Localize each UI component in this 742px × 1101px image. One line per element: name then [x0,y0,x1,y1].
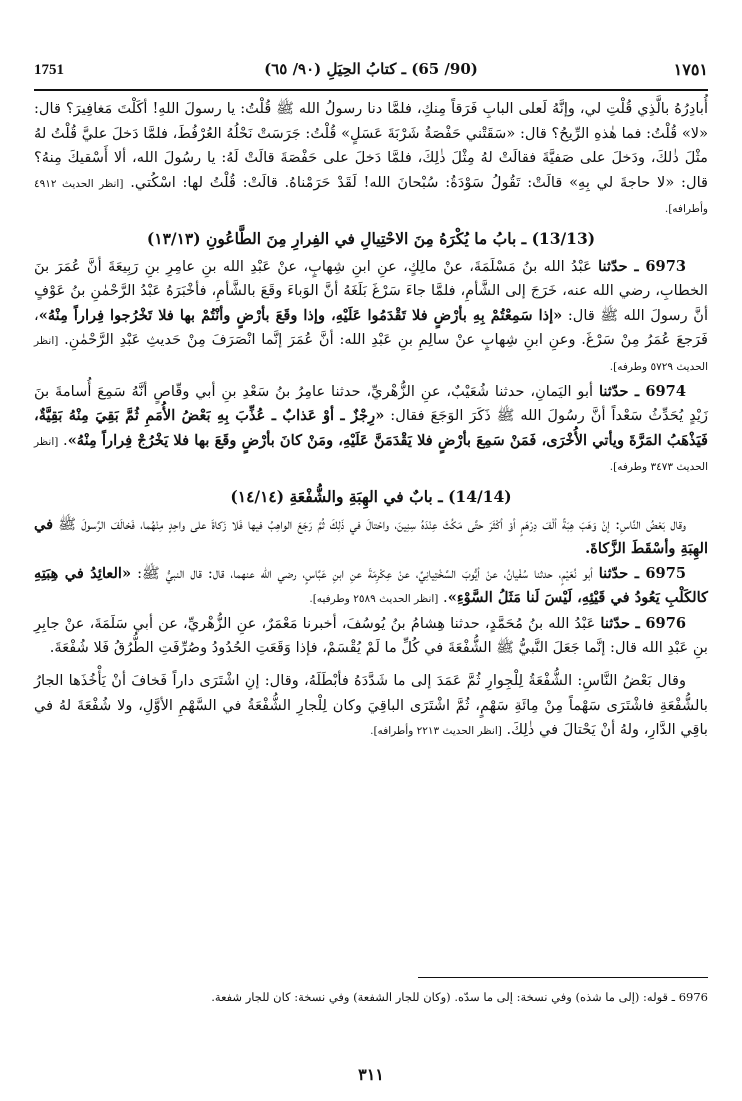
paragraph: وقال بَعْضُ النَّاسِ: الشُّفْعَةُ لِلْجِوارِ ثُمَّ عَمَدَ إلى ما شَدَّدَهُ فأبْطَلَهُ، وقال: إنِ اشْتَرَى داراً فَخافَ أنْ يَأْخُذَها الجارُ بالشُّفْعَةِ فاشْتَرَى سَهْماً مِنْ مِائَةِ سَهْمٍ، ثُمَّ اشْتَرَى الباقِيَ وكان لِلْجارِ الشُّفْعَةُ في السَّهْمِ الأوَّلِ، ولا شُفْعَةَ لهُ في باقِي الدَّارِ، ولهُ أنْ يَحْتالَ في ذٰلِكَ. [انظر الحديث ٢٢١٣ وأطرافه]. [34,672,708,739]
prophetic-quote: «العائِدُ في هِبَتِهِ كالكَلْبِ يَعُودُ في قَيْئِهِ، لَيْسَ لَنا مَثَلُ السَّوْءِ» [34,564,708,607]
header-divider [34,89,708,91]
page-header [34,58,708,90]
cross-reference: [انظر الحديث ٣٤٧٣ وطرفه]. [34,435,708,474]
hadith-number: 6974 ـ حدّثنا [598,382,686,400]
page-number-footer: ٣١١ [358,1065,384,1084]
paragraph: أُبادِرُهُ بالَّذِي قُلْتِ لي، وإنَّهُ لَعلى البابِ فَرَقاً مِنكِ، فلمَّا دنا رسولُ الله ﷺ قُلْتُ: يا رسولَ اللهِ! أكَلْتَ مَغافِيرَ؟ قال: «لا» قُلْتُ: فما هٰذهِ الرِّيحُ؟ قال: «سَقَتْني حَفْصَةُ شَرْبَةَ عَسَلٍ» قُلْتُ: جَرَسَتْ نَحْلُهُ العُرْفُطَ، فلمَّا دَخلَ عليَّ قُلْتُ لهُ مثْلَ ذٰلكَ، ودَخلَ على صَفيَّةَ فقالَتْ لهُ مِثْلَ ذٰلِكَ، فلمَّا دَخلَ على حَفْصَةَ قالَتْ لَهُ: يا رسُولَ الله، ألا أَسْقيكَ مِنهُ؟ قال: «لا حاجةَ لي بِهِ» قالَتْ: تَقُولُ سَوْدَةُ: سُبْحانَ الله! لَقَدْ حَرَمْناهُ. قالَتْ: قُلْتُ لها: اسْكُتي. [انظر الحديث ٤٩١٢ وأطرافه]. [34,100,708,216]
cross-reference: [انظر الحديث ٥٧٢٩ وطرفه]. [34,335,708,373]
page-body [34,97,708,744]
footnote-divider [418,977,708,978]
cross-reference: [انظر الحديث ٢٥٨٩ وطرفيه]. [309,593,439,606]
cross-reference: [انظر الحديث ٤٩١٢ وأطرافه]. [34,177,708,216]
hadith-6973: 6973 ـ حدّثنا عَبْدُ الله بنُ مَسْلَمَةَ، عنْ مالِكٍ، عنِ ابنِ شِهابٍ، عنْ عَبْدِ الله بنِ عامِرِ بنِ رَبِيعَةَ أنَّ عُمَرَ بنَ الخطابِ، رضي الله عنه، خَرَجَ إلى الشَّأمِ، فلمَّا جاءَ سَرْغَ بَلَغَهُ أنَّ الوَباءَ وقَعَ بالشَّأمِ، فأخْبَرَهُ عَبْدُ الرَّحْمٰنِ بنُ عَوْفٍ أنَّ رسولَ الله ﷺ قال: «إذا سَمِعْتُمْ بِهِ بأرْضٍ فلا تَقْدَمُوا عَلَيْهِ، وإذا وقَعَ بأرْضٍ وأنْتُمْ بها فلا تَخْرُجوا فِراراً مِنْهُ»، فَرَجعَ عُمَرُ مِنْ سَرْغَ. وعنِ ابنِ شِهابٍ عنْ سالِمِ بنِ عَبْدِ الله: أنَّ عُمَرَ إنَّما انْصَرَفَ مِنْ حَديثِ عَبْدِ الرَّحْمٰنِ. [انظر الحديث ٥٧٢٩ وطرفه]. [34,257,709,373]
cross-reference: [انظر الحديث ٢٢١٣ وأطرافه]. [370,725,502,738]
hadith-number: 6975 ـ حدّثنا [598,564,687,582]
hadith-number: 6976 ـ حدّثنا [600,614,687,632]
page-number-arabic: ١٧٥١ [673,60,708,79]
running-title: (90/ 65) ـ كتابُ الحِيَلِ (٩٠/ ٦٥) [264,60,478,78]
page-number-latin: 1751 [34,62,64,78]
hadith-6975: 6975 ـ حدّثنا أبو نُعَيْمٍ، حدثنا سُفْيانُ، عنْ أيُّوبَ السَّخْتِيانِيِّ، عنْ عِكْرِمَةَ عنِ ابنِ عَبَّاسٍ، رضي الله عنهما، قال: قال النبيُّ ﷺ: «العائِدُ في هِبَتِهِ كالكَلْبِ يَعُودُ في قَيْئِهِ، لَيْسَ لَنا مَثَلُ السَّوْءِ». [انظر الحديث ٢٥٨٩ وطرفيه]. [34,564,708,607]
paragraph: وقال بَعْضُ النَّاسِ: إنْ وَهَبَ هِبَةً ألْفَ دِرْهَمٍ أوْ أكْثَرَ حتَّى مَكُثَ عِنْدَهُ سِنِينَ، واحْتالَ في ذَلِكَ ثُمَّ رَجَعَ الواهِبُ فيها فَلا زَكاةَ على واحِدٍ مِنْهُما، فَخالَفَ الرَّسولَ ﷺ في الهِبَةِ وأسْقَطَ الزَّكاةَ. [34,515,708,558]
hadith-6974: 6974 ـ حدّثنا أبو اليَمانِ، حدثنا شُعَيْبٌ، عنِ الزُّهْريِّ، حدثنا عامِرُ بنُ سَعْدِ بنِ أبي وقّاصٍ أنَّهُ سَمِعَ أُسامةَ بنَ زَيْدٍ يُحَدِّثُ سَعْداً أنَّ رسُولَ الله ﷺ ذَكَرَ الوَجَعَ فقال: «رِجْزٌ ـ أوْ عَذابٌ ـ عُذِّبَ بِهِ بَعْضُ الأُمَمِ ثُمَّ بَقِيَ مِنْهُ بَقِيَّةٌ، فَيَذْهَبُ المَرَّةَ ويأتي الأُخْرَى، فَمَنْ سَمِعَ بأرْضٍ فلا يَقْدَمَنَّ عَلَيْهِ، ومَنْ كانَ بأرْضٍ وقَعَ بها فلا يَخْرُجْ فِراراً مِنْهُ». [انظر الحديث ٣٤٧٣ وطرفه]. [34,382,709,474]
footnote: 6976 ـ قوله: (إلى ما شذه) وفي نسخة: إلى ما سدّه. (وكان للجار الشفعة) وفي نسخة: كان للجار شفعة. [211,990,708,1004]
prophetic-quote: «إذا سَمِعْتُمْ بِهِ بأرْضٍ فلا تَقْدَمُوا عَلَيْهِ، وإذا وقَعَ بأرْضٍ وأنْتُمْ بها فلا تَخْرُجوا فِراراً مِنْهُ» [38,306,563,324]
hadith-6976: 6976 ـ حدّثنا عَبْدُ الله بنُ مُحَمَّدٍ، حدثنا هِشامُ بنُ يُوسُفَ، أخبرنا مَعْمَرٌ، عنِ الزُّهْريِّ، عن أبي سَلَمَةَ، عنْ جابِرِ بنِ عَبْدِ الله قال: إنَّما جَعَلَ النَّبيُّ ﷺ الشُّفْعَةَ في كُلِّ ما لَمْ يُقْسَمْ، فإذا وَقَعَتِ الحُدُودُ وصُرِّفَتِ الطُّرُقُ فَلا شُفْعَةَ. [34,614,708,657]
prophetic-quote: «رِجْزٌ ـ أوْ عَذابٌ ـ عُذِّبَ بِهِ بَعْضُ الأُمَمِ ثُمَّ بَقِيَ مِنْهُ بَقِيَّةٌ، فَيَذْهَبُ المَرَّةَ ويأتي الأُخْرَى، فَمَنْ سَمِعَ بأرْضٍ فلا يَقْدَمَنَّ عَلَيْهِ، ومَنْ كانَ بأرْضٍ وقَعَ بها فلا يَخْرُجْ فِراراً مِنْهُ» [34,407,708,449]
chapter-heading: (13/13) ـ بابُ ما يُكْرَهُ مِنَ الاحْتِيالِ في الفِرارِ مِنَ الطَّاعُونِ (١٣/١٣) [146,228,596,248]
chapter-heading: (14/14) ـ بابٌ في الهِبَةِ والشُّفْعَةِ (١٤/١٤) [230,486,512,506]
hadith-number: 6973 ـ حدّثنا [598,257,687,275]
